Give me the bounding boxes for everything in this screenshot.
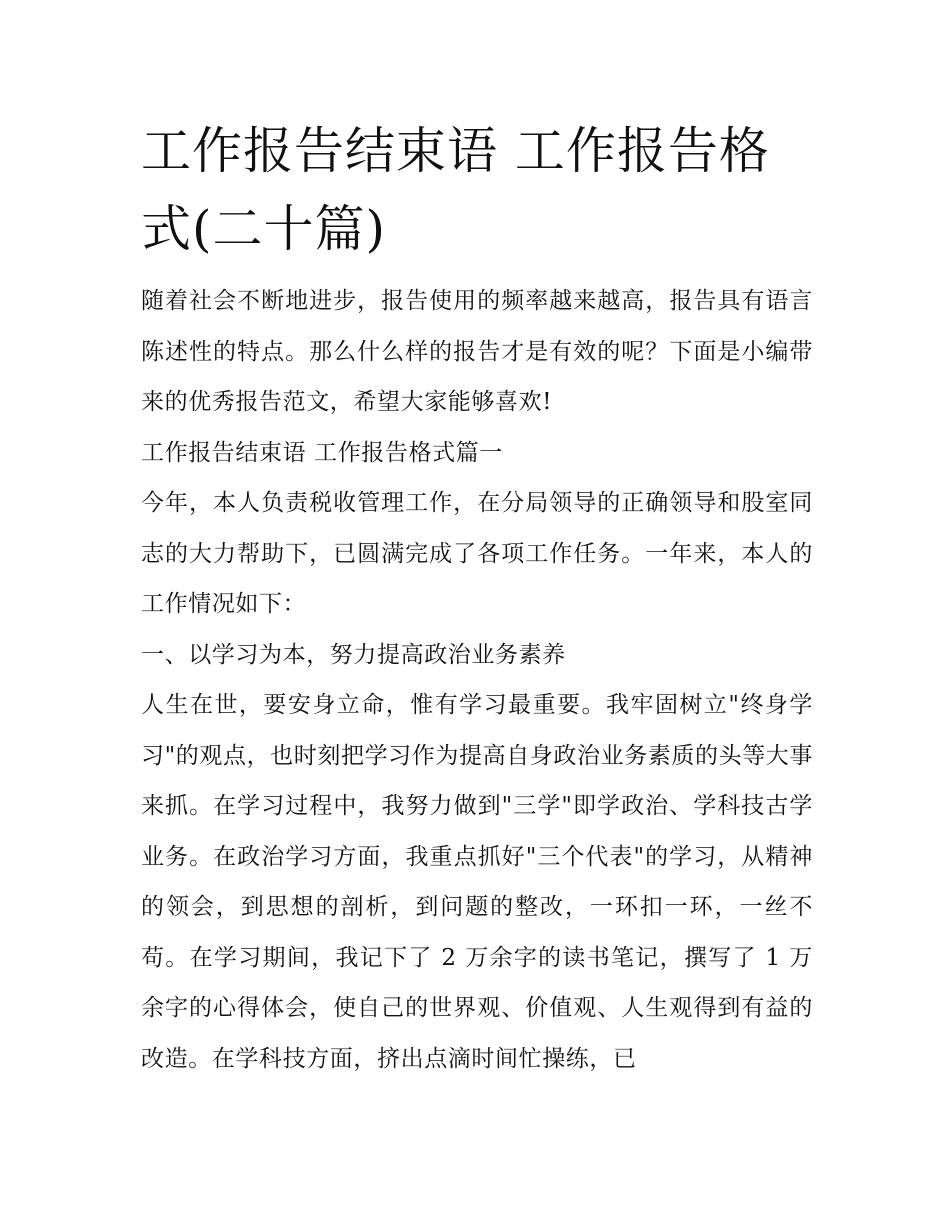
intro-paragraph: 随着社会不断地进步，报告使用的频率越来越高，报告具有语言陈述性的特点。那么什么样的报告才是有效的呢？下面是小编带来的优秀报告范文，希望大家能够喜欢! [141,288,813,415]
body-paragraph: 人生在世，要安身立命，惟有学习最重要。我牢固树立"终身学习"的观点，也时刻把学习作为提高自身政治业务素质的头等大事来抓。在学习过程中，我努力做到"三学"即学政治、学科技古学业务。在政治学习方面，我重点抓好"三个代表"的学习，从精神的领会，到思想的剖析，到问题的整改，一环扣一环，一丝不苟。在学习期间，我记下了 2 万余字的读书笔记，撰写了 1 万余字的心得体会，使自己的世界观、价值观、人生观得到有益的改造。在学科技方面，挤出点滴时间忙操练，已 [141,692,813,1072]
document-title: 工作报告结束语 工作报告格式(二十篇) [141,122,770,258]
section-heading: 工作报告结束语 工作报告格式篇一 [141,439,503,466]
subsection-heading: 一、以学习为本，努力提高政治业务素养 [141,641,566,668]
body-paragraph: 今年，本人负责税收管理工作，在分局领导的正确领导和股室同志的大力帮助下，已圆满完成了各项工作任务。一年来，本人的工作情况如下： [141,490,813,617]
document-page [141,112,813,1084]
